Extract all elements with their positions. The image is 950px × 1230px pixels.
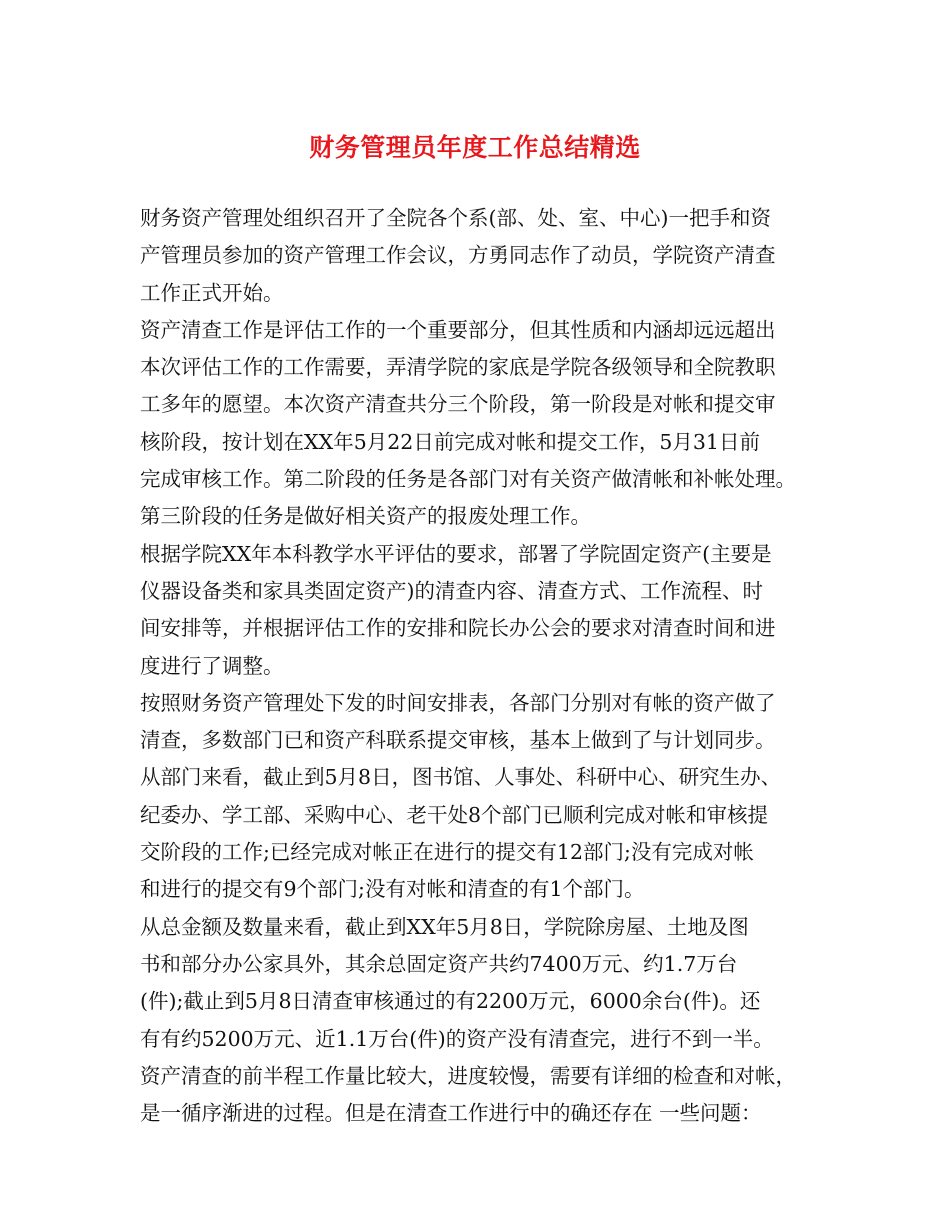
text-line: 核阶段，按计划在XX年5月22日前完成对帐和提交工作，5月31日前 (140, 429, 760, 454)
text-line: 是一循序渐进的过程。但是在清查工作进行中的确还存在 一些问题： (140, 1101, 762, 1126)
text-line: 按照财务资产管理处下发的时间安排表，各部门分别对有帐的资产做了 (140, 690, 776, 715)
text-line: 度进行了调整。 (140, 653, 284, 678)
text-line: 从总金额及数量来看，截止到XX年5月8日，学院除房屋、土地及图 (140, 914, 749, 939)
text-line: 财务资产管理处组织召开了全院各个系(部、处、室、中心)一把手和资 (140, 206, 771, 230)
text-line: 工作正式开始。 (140, 280, 284, 305)
text-line: 第三阶段的任务是做好相关资产的报废处理工作。 (140, 504, 591, 529)
text-line: 工多年的愿望。本次资产清查共分三个阶段，第一阶段是对帐和提交审 (140, 392, 776, 417)
text-line: 本次评估工作的工作需要，弄清学院的家底是学院各级领导和全院教职 (140, 355, 776, 380)
text-line: 资产清查的前半程工作量比较大，进度较慢，需要有详细的检查和对帐， (140, 1063, 796, 1088)
text-line: 产管理员参加的资产管理工作会议，方勇同志作了动员，学院资产清查 (140, 243, 776, 268)
text-line: 间安排等，并根据评估工作的安排和院长办公会的要求对清查时间和进 (140, 616, 776, 641)
text-line: 纪委办、学工部、采购中心、老干处8个部门已顺利完成对帐和审核提 (140, 802, 769, 827)
text-line: 从部门来看，截止到5月8日，图书馆、人事处、科研中心、研究生办、 (140, 765, 782, 790)
document-body (140, 200, 830, 1132)
text-line: 根据学院XX年本科教学水平评估的要求，部署了学院固定资产(主要是 (140, 541, 772, 566)
text-line: 清查，多数部门已和资产科联系提交审核，基本上做到了与计划同步。 (140, 728, 776, 753)
document-title: 财务管理员年度工作总结精选 (309, 133, 641, 162)
text-line: 仪器设备类和家具类固定资产)的清查内容、清查方式、工作流程、时 (140, 578, 763, 603)
text-line: 书和部分办公家具外，其余总固定资产共约7400万元、约1.7万台 (140, 951, 738, 976)
text-line: 有有约5200万元、近1.1万台(件)的资产没有清查完，进行不到一半。 (140, 1026, 774, 1051)
text-line: 资产清查工作是评估工作的一个重要部分，但其性质和内涵却远远超出 (140, 317, 776, 342)
text-line: 完成审核工作。第二阶段的任务是各部门对有关资产做清帐和补帐处理。 (140, 467, 796, 492)
text-line: 交阶段的工作;已经完成对帐正在进行的提交有12部门;没有完成对帐 (140, 840, 754, 865)
text-line: 和进行的提交有9个部门;没有对帐和清查的有1个部门。 (140, 877, 645, 902)
text-line: (件);截止到5月8日清查审核通过的有2200万元，6000余台(件)。还 (140, 989, 761, 1014)
